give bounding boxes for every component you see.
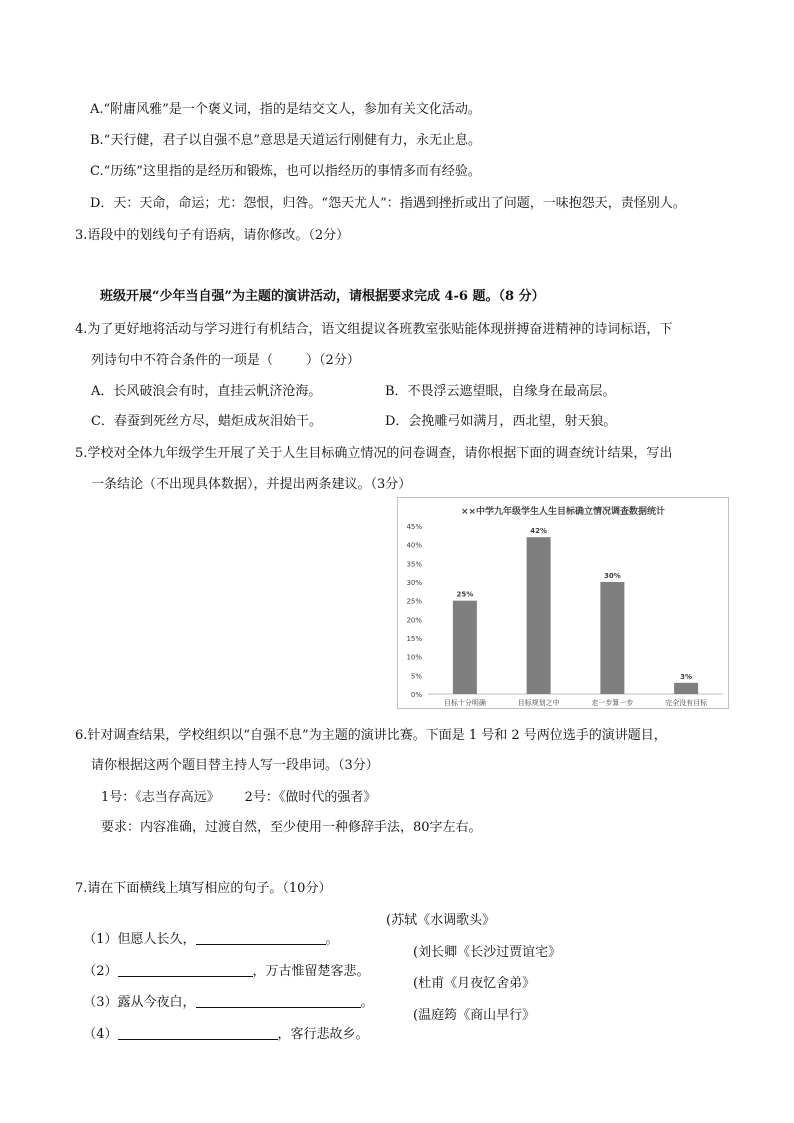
q4-option-d: D．会挽雕弓如满月，西北望，射天狼。 [385, 414, 617, 429]
bar-value-label: 42% [530, 527, 548, 536]
y-tick-label: 35% [406, 560, 422, 569]
q2-option-d: D．天：天命，命运；尤：怨恨，归咎。“怨天尤人”：指遇到挫折或出了问题，一味抱怨天，责怪别人。 [90, 196, 686, 211]
survey-bar-chart [397, 497, 729, 709]
bar-value-label: 3% [680, 672, 693, 681]
q7-stem: 7.请在下面横线上填写相应的句子。（10分） [75, 881, 332, 896]
q7-item4-suffix: ，客行悲故乡。 [277, 1027, 369, 1042]
q4-option-b: B．不畏浮云遮望眼，自缘身在最高层。 [385, 384, 616, 399]
bar-value-label: 30% [603, 572, 621, 580]
y-tick-label: 10% [406, 653, 422, 662]
y-tick-label: 30% [406, 579, 422, 587]
q7-item3-suffix: 。 [360, 995, 374, 1010]
q7-item4-blank[interactable] [118, 1025, 278, 1040]
y-tick-label: 20% [406, 616, 422, 625]
bar [527, 537, 551, 694]
y-tick-label: 25% [406, 597, 422, 606]
q7-item1-prefix: （1）但愿人长久， [83, 932, 196, 947]
x-tick-label: 目标规划之中 [517, 699, 560, 707]
q6-stem-line1: 6.针对调查结果，学校组织以“自强不息”为主题的演讲比赛。下面是 1 号和 2 号两位选手的演讲题目， [75, 728, 667, 743]
x-tick-label: 走一步算一步 [591, 699, 634, 707]
bar-value-label: 25% [456, 590, 474, 599]
q7-item4-prefix: （4） [83, 1027, 118, 1042]
q3-stem: 3.语段中的划线句子有语病，请你修改。（2分） [75, 228, 350, 243]
y-tick-label: 15% [406, 635, 422, 643]
y-axis [406, 523, 422, 699]
q7-item1-source: (苏轼《水调歌头》 [386, 913, 496, 928]
q7-item4-source: (温庭筠《商山早行》 [413, 1008, 536, 1023]
q4-option-c: C．春蚕到死丝方尽，蜡炬成灰泪始干。 [91, 414, 322, 429]
q7-item1-blank[interactable] [196, 930, 326, 945]
q4-stem-line2: 列诗句中不符合条件的一项是（ ）（2分） [91, 353, 360, 368]
y-tick-label: 5% [410, 672, 422, 681]
q7-item-4 [75, 1007, 369, 1044]
bar [674, 683, 698, 694]
bars [444, 527, 708, 707]
q7-item2-source: (刘长卿《长沙过贾谊宅》 [413, 945, 562, 960]
q7-item3-blank[interactable] [196, 993, 361, 1008]
q2-option-a: A.“附庸风雅”是一个褒义词，指的是结交文人，参加有关文化活动。 [90, 102, 481, 117]
q7-item1-suffix: 。 [325, 932, 339, 947]
x-tick-label: 完全没有目标 [665, 699, 708, 707]
q2-option-c: C.“历练”这里指的是经历和锻炼，也可以指经历的事情多而有经验。 [90, 164, 481, 179]
chart-title: ××中学九年级学生人生目标确立情况调查数据统计 [460, 507, 666, 517]
q7-item2-prefix: （2） [83, 964, 118, 979]
q6-requirement: 要求：内容准确，过渡自然，至少使用一种修辞手法，80字左右。 [101, 820, 482, 835]
q6-topics: 1号：《志当存高远》 2号：《做时代的强者》 [101, 790, 377, 805]
q6-stem-line2: 请你根据这两个题目替主持人写一段串词。（3分） [91, 758, 379, 773]
x-tick-label: 目标十分明确 [443, 699, 486, 707]
y-tick-label: 45% [406, 523, 422, 531]
y-tick-label: 40% [406, 541, 422, 550]
bar [600, 582, 624, 694]
q2-option-b: B.“天行健，君子以自强不息”意思是天道运行刚健有力，永无止息。 [90, 133, 481, 148]
q4-option-a: A．长风破浪会有时，直挂云帆济沧海。 [91, 384, 322, 399]
bar [453, 601, 477, 694]
chart-canvas [398, 498, 728, 708]
y-tick-label: 0% [410, 691, 422, 699]
q7-item2-suffix: ，万古惟留楚客悲。 [252, 964, 370, 979]
q7-item3-prefix: （3）露从今夜白， [83, 995, 196, 1010]
q5-stem-line1: 5.学校对全体九年级学生开展了关于人生目标确立情况的问卷调查，请你根据下面的调查统计结果，写出 [75, 446, 673, 461]
q5-stem-line2: 一条结论（不出现具体数据），并提出两条建议。（3分） [91, 477, 412, 492]
q4-stem-line1: 4.为了更好地将活动与学习进行有机结合，语文组提议各班教室张贴能体现拼搏奋进精神的诗词标语，下 [75, 322, 673, 337]
section-intro: 班级开展“少年当自强”为主题的演讲活动，请根据要求完成 4-6 题。（8 分） [100, 289, 545, 304]
q7-item3-source: (杜甫《月夜忆舍弟》 [413, 976, 536, 991]
